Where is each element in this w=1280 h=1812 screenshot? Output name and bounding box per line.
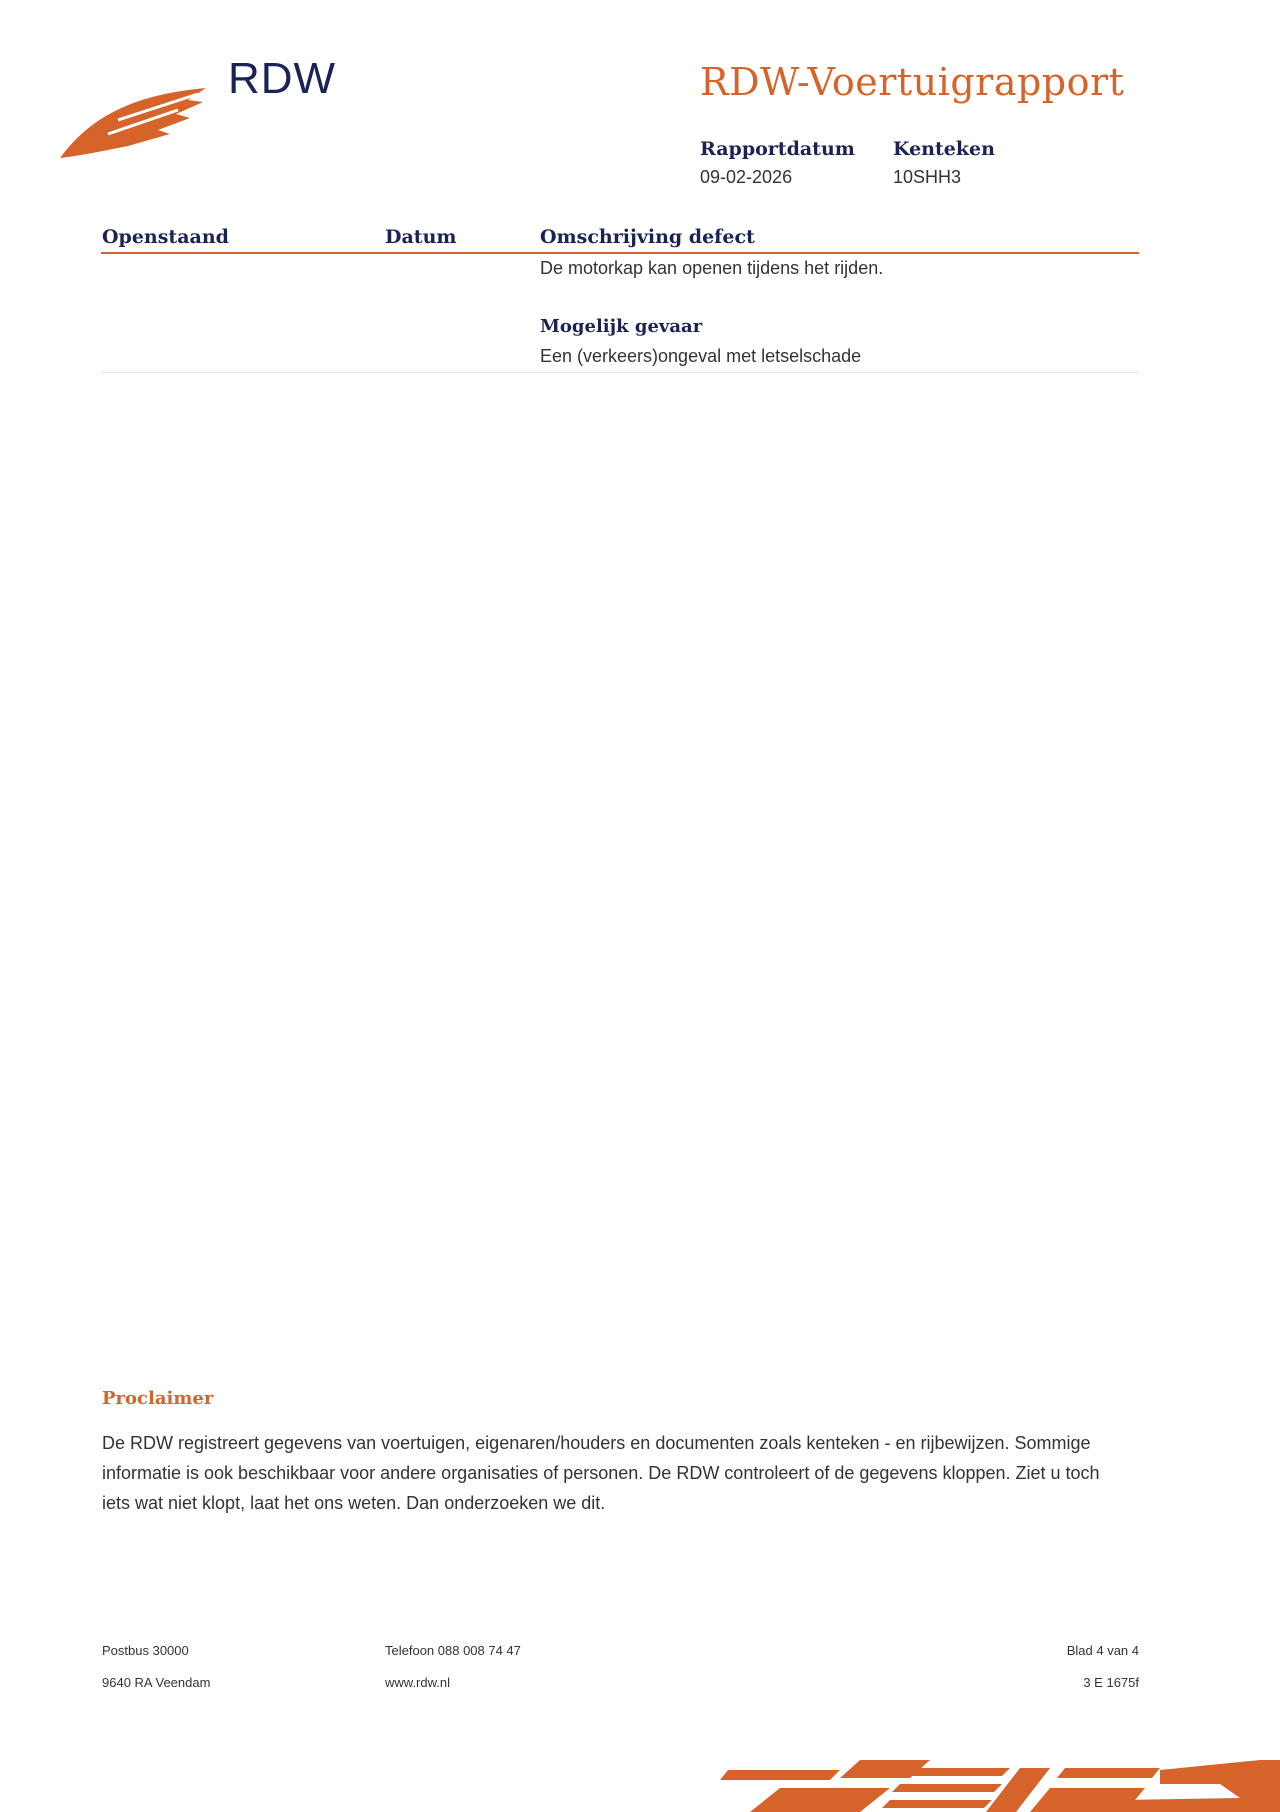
rdw-feather-icon	[58, 80, 208, 160]
table-header-divider	[101, 252, 1139, 254]
footer-postbus: Postbus 30000	[102, 1643, 189, 1658]
footer-document-code: 3 E 1675f	[1083, 1675, 1139, 1690]
table-row-divider	[101, 372, 1139, 373]
report-date-label: Rapportdatum	[700, 138, 855, 160]
report-title: RDW-Voertuigrapport	[700, 60, 1125, 104]
footer-phone: Telefoon 088 008 74 47	[385, 1643, 521, 1658]
proclaimer-text: De RDW registreert gegevens van voertuigen, eigenaren/houders en documenten zoals kenteken - en rijbewijzen. Sommige informatie is ook beschikbaar voor andere organisaties of personen. De RDW controleert of de gegevens kloppen. Ziet u toch iets wat niet klopt, laat het ons weten. Dan onderzoeken we dit.	[102, 1433, 1100, 1513]
orange-stripes-decoration-icon	[720, 1740, 1280, 1812]
column-header-description: Omschrijving defect	[540, 226, 755, 248]
footer-page-number: Blad 4 van 4	[1066, 1643, 1139, 1658]
footer-city: 9640 RA Veendam	[102, 1675, 211, 1690]
column-header-openstaand: Openstaand	[102, 226, 229, 248]
footer-website-link[interactable]: www.rdw.nl	[385, 1675, 451, 1690]
plate-label: Kenteken	[893, 138, 995, 160]
danger-label: Mogelijk gevaar	[540, 316, 703, 337]
report-date-value: 09-02-2026	[700, 167, 793, 187]
defect-description: De motorkap kan openen tijdens het rijden.	[540, 258, 884, 278]
proclaimer-title: Proclaimer	[102, 1388, 214, 1409]
column-header-datum: Datum	[385, 226, 457, 248]
org-name: RDW	[228, 54, 337, 103]
plate-value: 10SHH3	[893, 167, 962, 187]
danger-text: Een (verkeers)ongeval met letselschade	[540, 346, 862, 366]
